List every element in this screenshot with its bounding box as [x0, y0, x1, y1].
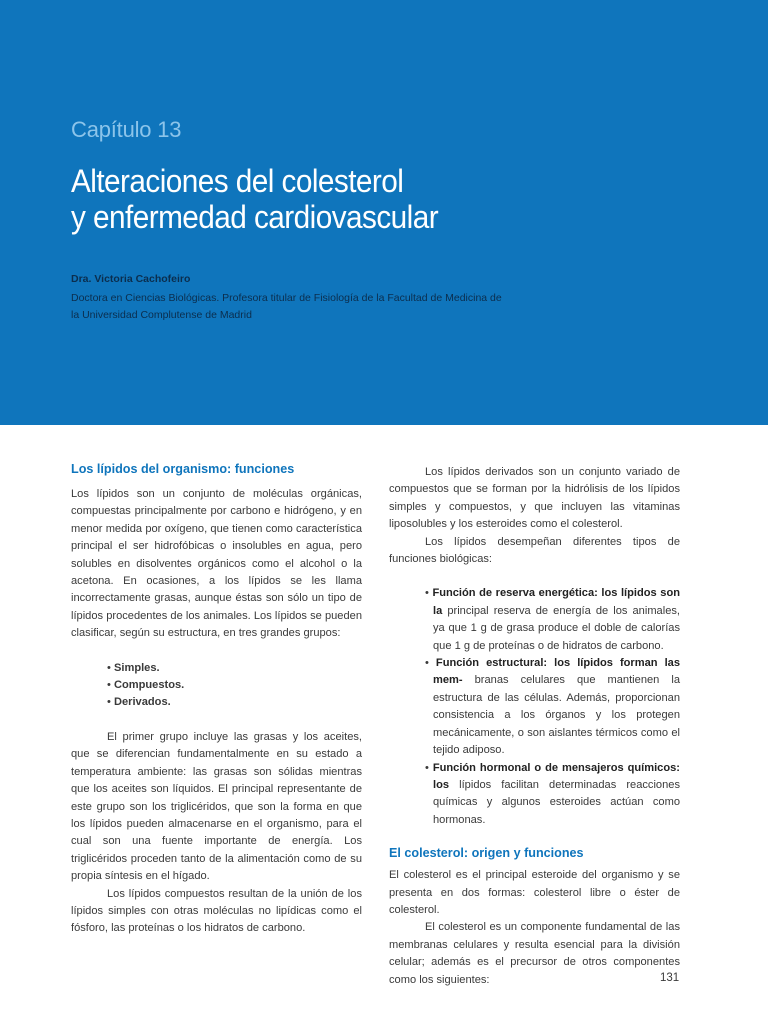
author-name: Dra. Victoria Cachofeiro: [71, 273, 191, 285]
function-lead: Función hormonal o de mensajeros químicos: los: [432, 761, 680, 791]
paragraph-lipidos-compuestos: Los lípidos compuestos resultan de la unión de los lípidos simples con otras moléculas no lipídicas como el fósforo, las proteínas o los hidratos de carbono.: [71, 887, 362, 935]
list-item: • Derivados.: [71, 694, 362, 711]
function-text: branas celulares que mantienen la estructura de las células. Además, proporcionan consistencia a los órganos y los protegen mecánicamente, o son aislantes térmicos como el tejido adiposo.: [433, 674, 680, 757]
paragraph-lipidos-definicion: Los lípidos son un conjunto de moléculas orgánicas, compuestas principalmente por carbono e hidrógeno, y en menor medida por oxígeno, que tienen como característica principal el ser hidrofóbicas o insolubles en agua, pero solubles en disolventes orgánicos como el alcohol o la acetona. En ocasiones, a los lípidos se les llama incorrectamente grasas, aunque éstas son sólo un tipo de lípidos procedentes de los animales. Los lípidos se pueden clasificar, según su estructura, en tres grandes grupos:: [71, 488, 362, 640]
page-number: 131: [660, 972, 680, 984]
list-item: [389, 655, 680, 759]
author-affiliation: Doctora en Ciencias Biológicas. Profesora titular de Fisiología de la Facultad de Medicina de la Universidad Complutense de Madrid: [71, 292, 502, 321]
chapter-title: [71, 163, 438, 235]
function-text: lípidos facilitan determinadas reacciones químicas y algunos esteroides actúan como hormonas.: [433, 778, 680, 826]
function-lead: Función estructural: los lípidos forman las mem-: [433, 657, 681, 687]
list-item: [389, 760, 680, 830]
chapter-title-line-2: y enfermedad cardiovascular: [71, 199, 439, 235]
paragraph-grupo-simples: El primer grupo incluye las grasas y los aceites, que se diferencian fundamentalmente en su estado a temperatura ambiente: las grasas son sólidas mientras que los aceites son líquidos. El principal representante de este grupo son los triglicéridos, que son la forma en que los lípidos pueden almacenarse en el organismo, para el cual son una fuente importante de energía. Los triglicéridos proceden tanto de la alimentación como de su propia síntesis en el hígado.: [71, 730, 362, 883]
paragraph-funciones-intro: Los lípidos desempeñan diferentes tipos de funciones biológicas:: [389, 535, 680, 566]
list-item: • Simples.: [71, 660, 362, 677]
right-column: [389, 464, 680, 989]
paragraph-lipidos-derivados: Los lípidos derivados son un conjunto variado de compuestos que se forman por la hidrólisis de los lípidos simples y compuestos, y que incluyen las vitaminas liposolubles y los esteroides como el colesterol.: [389, 466, 680, 531]
chapter-header-banner: [0, 0, 768, 425]
chapter-number: Capítulo 13: [71, 117, 182, 142]
paragraph-colesterol-componente: El colesterol es un componente fundamental de las membranas celulares y resulta esencial para la división celular; además es el precursor de otros componentes como los siguientes:: [389, 921, 680, 986]
function-text: principal reserva de energía de los animales, ya que 1 g de grasa produce el doble de calorías que 1 g de proteínas o de hidratos de carbono.: [433, 604, 680, 652]
list-item: [389, 585, 680, 655]
lipid-groups-list: [71, 660, 362, 712]
function-lead: Función de reserva energética: los lípidos son la: [432, 587, 680, 617]
section-heading-colesterol: El colesterol: origen y funciones: [389, 846, 584, 861]
paragraph-colesterol-formas: El colesterol es el principal esteroide del organismo y se presenta en dos formas: colesterol libre o éster de colesterol.: [389, 869, 680, 916]
lipid-functions-list: [389, 585, 680, 829]
left-column: [71, 459, 362, 938]
section-heading-lipidos: Los lípidos del organismo: funciones: [71, 462, 295, 476]
chapter-title-line-1: Alteraciones del colesterol: [71, 163, 404, 199]
list-item: • Compuestos.: [71, 677, 362, 694]
